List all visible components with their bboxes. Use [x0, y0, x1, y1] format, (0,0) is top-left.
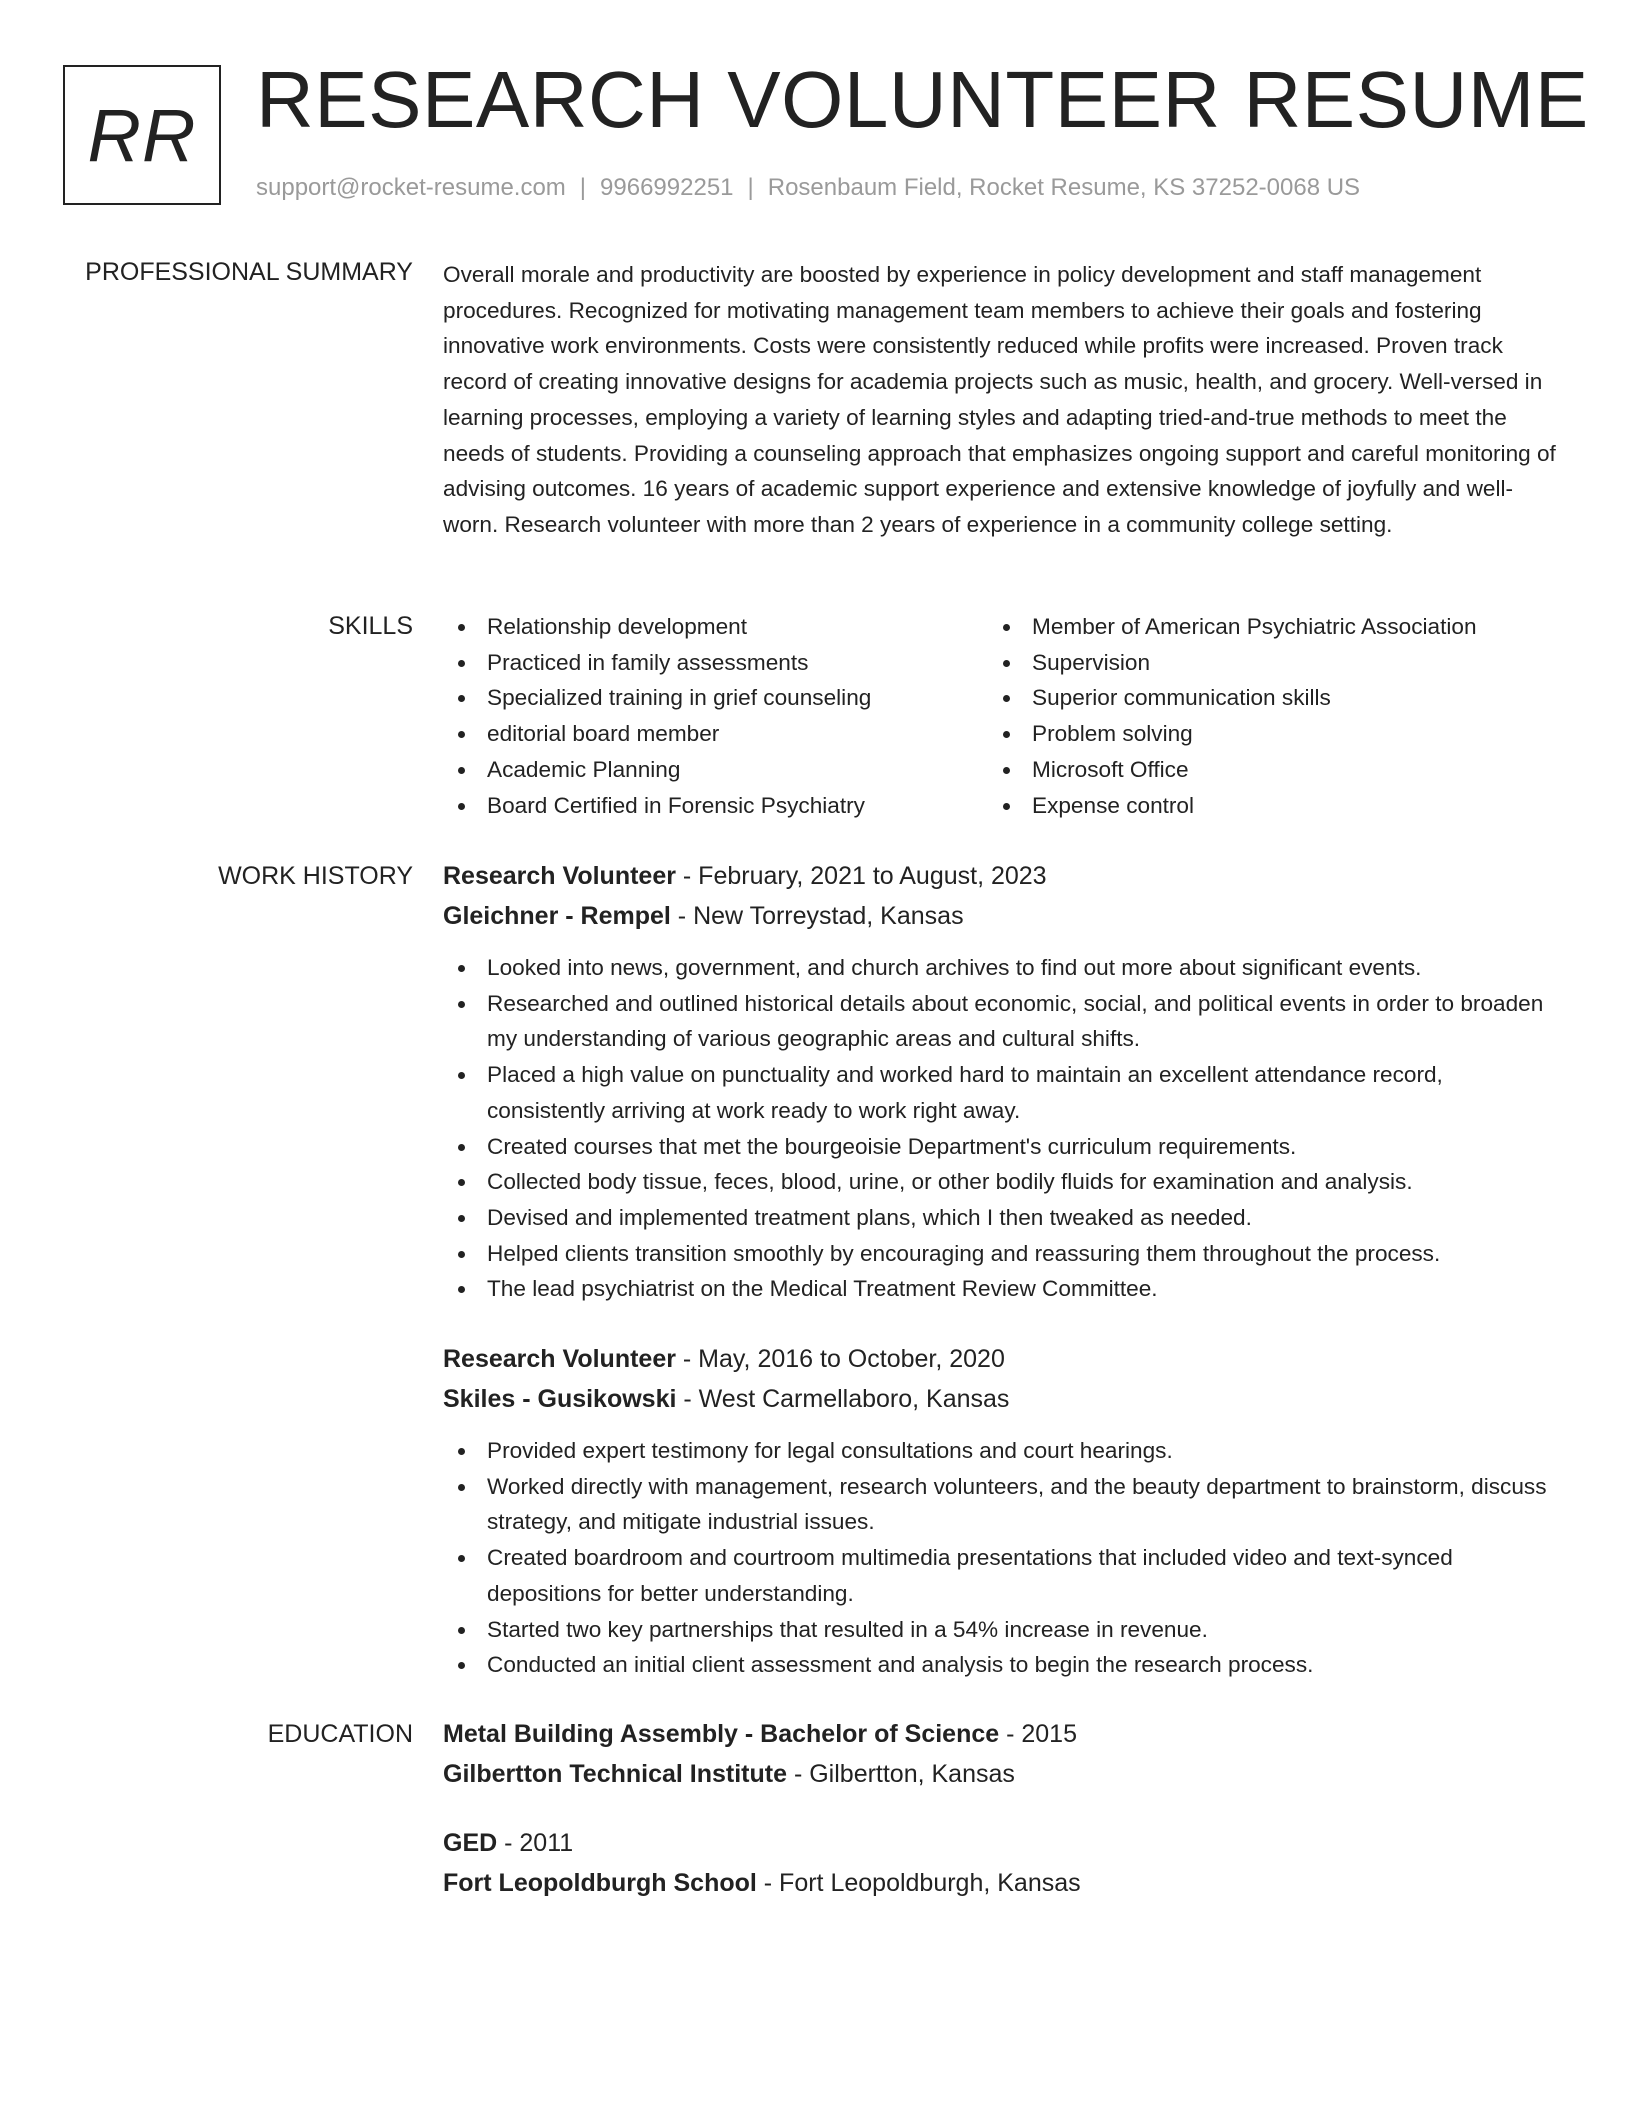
duty-item: Conducted an initial client assessment and analysis to begin the research process.: [443, 1647, 1563, 1683]
degree-year: - 2015: [999, 1720, 1077, 1748]
company-name: Gleichner - Rempel: [443, 902, 671, 930]
job-dates: - February, 2021 to August, 2023: [675, 862, 1047, 890]
duty-item: Worked directly with management, research volunteers, and the beauty department to brainstorm, discuss strategy, and mitigate industrial issues.: [443, 1469, 1563, 1540]
monogram: RR: [63, 65, 221, 205]
skill-item: Board Certified in Forensic Psychiatry: [443, 788, 988, 824]
job-heading: [443, 856, 1563, 896]
skill-item: Supervision: [988, 645, 1533, 681]
job-location: - West Carmellaboro, Kansas: [676, 1385, 1010, 1413]
degree-heading: [443, 1823, 1563, 1863]
skill-item: Microsoft Office: [988, 752, 1533, 788]
skill-item: Problem solving: [988, 716, 1533, 752]
contact-separator: |: [747, 174, 754, 201]
company-name: Skiles - Gusikowski: [443, 1385, 677, 1413]
skill-item: Relationship development: [443, 609, 988, 645]
school-name: Gilbertton Technical Institute: [443, 1760, 788, 1788]
skill-item: Practiced in family assessments: [443, 645, 988, 681]
school-line: [443, 1863, 1563, 1903]
skill-item: Specialized training in grief counseling: [443, 680, 988, 716]
summary-text: Overall morale and productivity are boosted by experience in policy development and staff management procedures. Recognized for motivating management team members to achieve their goals and fostering innovative work environments. Costs were consistently reduced while profits were increased. Proven track record of creating innovative designs for academia projects such as music, health, and grocery. Well-versed in learning processes, employing a variety of learning styles and adapting tried-and-true methods to meet the needs of students. Providing a counseling approach that emphasizes ongoing support and careful monitoring of advising outcomes. 16 years of academic support experience and extensive knowledge of joyfully and well-worn. Research volunteer with more than 2 years of experience in a community college setting.: [443, 262, 1556, 537]
duty-item: Looked into news, government, and church archives to find out more about significant events.: [443, 950, 1563, 986]
work-history-label: WORK HISTORY: [218, 862, 413, 890]
degree-year: - 2011: [497, 1829, 574, 1857]
job-dates: - May, 2016 to October, 2020: [675, 1345, 1005, 1373]
duty-item: Devised and implemented treatment plans, which I then tweaked as needed.: [443, 1200, 1563, 1236]
skills-list-right: [988, 609, 1533, 823]
summary-section: [443, 257, 1563, 543]
job-duties: [443, 950, 1563, 1307]
duty-item: Created courses that met the bourgeoisie Department's curriculum requirements.: [443, 1129, 1563, 1165]
skills-list-left: [443, 609, 988, 823]
work-entry: [443, 856, 1563, 1307]
job-title: Research Volunteer: [443, 862, 676, 890]
job-employer: [443, 1379, 1563, 1419]
skill-item: Superior communication skills: [988, 680, 1533, 716]
contact-email[interactable]: support@rocket-resume.com: [256, 174, 566, 201]
skill-item: Expense control: [988, 788, 1533, 824]
education-entry: [443, 1714, 1563, 1794]
duty-item: Placed a high value on punctuality and worked hard to maintain an excellent attendance record, consistently arriving at work ready to work right away.: [443, 1057, 1563, 1128]
school-location: - Fort Leopoldburgh, Kansas: [756, 1869, 1081, 1897]
contact-separator: |: [579, 174, 587, 201]
duty-item: Created boardroom and courtroom multimedia presentations that included video and text-synced depositions for better understanding.: [443, 1540, 1563, 1611]
contact-address: Rosenbaum Field, Rocket Resume, KS 37252-0068 US: [767, 174, 1361, 201]
job-heading: [443, 1339, 1563, 1379]
duty-item: Helped clients transition smoothly by encouraging and reassuring them throughout the process.: [443, 1236, 1563, 1272]
skill-item: editorial board member: [443, 716, 988, 752]
duty-item: Collected body tissue, feces, blood, urine, or other bodily fluids for examination and analysis.: [443, 1164, 1563, 1200]
duty-item: The lead psychiatrist on the Medical Treatment Review Committee.: [443, 1271, 1563, 1307]
education-label: EDUCATION: [267, 1720, 413, 1748]
school-location: - Gilbertton, Kansas: [787, 1760, 1015, 1788]
job-duties: [443, 1433, 1563, 1683]
skills-section: [443, 609, 1563, 823]
duty-item: Researched and outlined historical details about economic, social, and political events in order to broaden my understanding of various geographic areas and cultural shifts.: [443, 986, 1563, 1057]
job-employer: [443, 896, 1563, 936]
degree-name: Metal Building Assembly - Bachelor of Science: [443, 1720, 1000, 1748]
school-line: [443, 1754, 1563, 1794]
duty-item: Provided expert testimony for legal consultations and court hearings.: [443, 1433, 1563, 1469]
skill-item: Member of American Psychiatric Association: [988, 609, 1533, 645]
duty-item: Started two key partnerships that resulted in a 54% increase in revenue.: [443, 1612, 1563, 1648]
contact-phone[interactable]: 9966992251: [600, 174, 734, 201]
school-name: Fort Leopoldburgh School: [443, 1869, 757, 1897]
education-entry: [443, 1823, 1563, 1903]
contact-line: [256, 174, 1360, 202]
skill-item: Academic Planning: [443, 752, 988, 788]
degree-name: GED: [443, 1829, 498, 1857]
job-location: - New Torreystad, Kansas: [670, 902, 964, 930]
skills-label: SKILLS: [328, 612, 413, 640]
summary-label: PROFESSIONAL SUMMARY: [85, 258, 413, 286]
job-title: Research Volunteer: [443, 1345, 676, 1373]
work-entry: [443, 1339, 1563, 1683]
resume-title: RESEARCH VOLUNTEER RESUME: [256, 55, 1589, 144]
degree-heading: [443, 1714, 1563, 1754]
